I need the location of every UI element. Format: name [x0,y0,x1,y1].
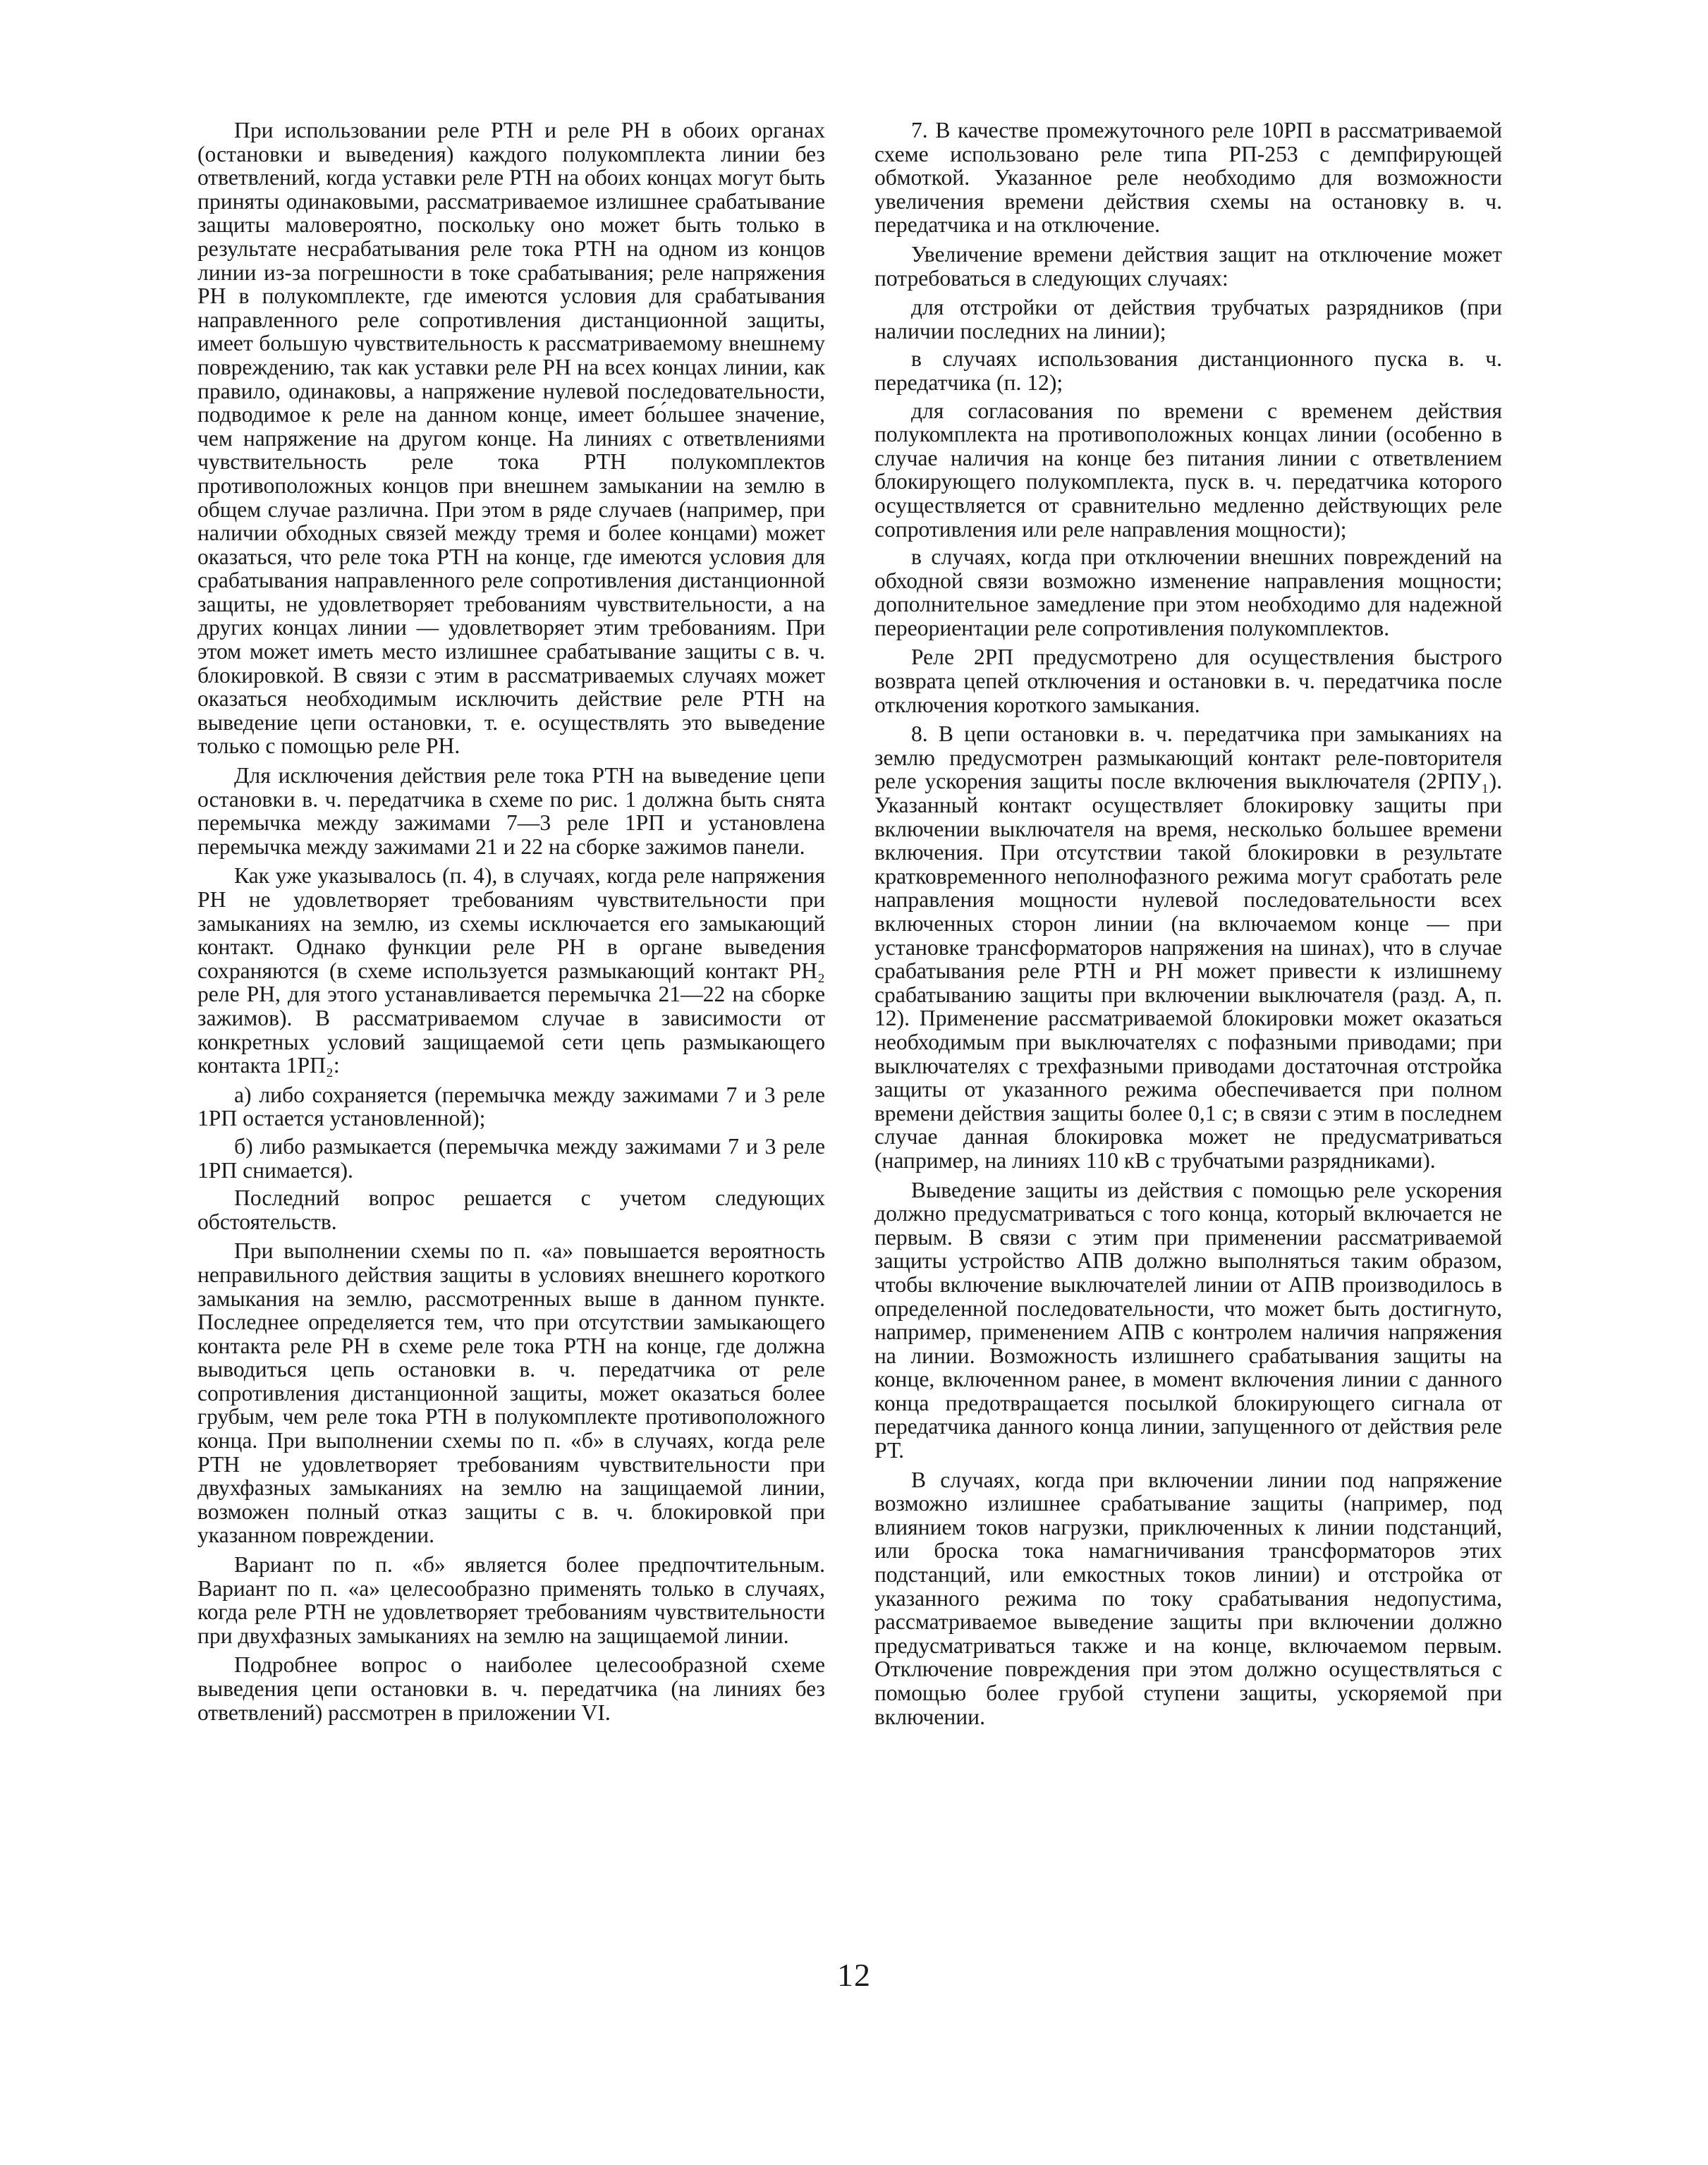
paragraph-circumstances: Последний вопрос решается с учетом следующих обстоятельств. [197,1185,825,1234]
paragraph-item-7: 7. В качестве промежуточного реле 10РП в рассматриваемой схеме использовано реле типа РП-253 с демпфирующей обмоткой. Указанное реле необходимо для возможности увеличения времени действия схемы на остановку в. ч. передатчика и на отключение. [874,118,1502,238]
paragraph-scheme-a-b: При выполнении схемы по п. «а» повышается вероятность неправильного действия защиты в условиях внешнего короткого замыкания на землю, рассмотренных выше в данном пункте. Последнее определяется тем, что при отсутствии замыкающего контакта реле РН в схеме реле тока РТН на конце, где должна выводиться цепь остановки в. ч. передатчика от реле сопротивления дистанционной защиты, может оказаться более грубым, чем реле тока РТН в полукомплекте противоположного конца. При выполнении схемы по п. «б» в случаях, когда реле РТН не удовлетворяет требованиям чувствительности при двухфазных замыканиях на землю на защищаемой линии, возможен полный отказ защиты с в. ч. блокировкой при указанном повреждении. [197,1238,825,1548]
paragraph-appendix-ref: Подробнее вопрос о наиболее целесообразной схеме выведения цепи остановки в. ч. передатчика (на линиях без ответвлений) рассмотрен в приложении VI. [197,1652,825,1725]
list-item-arresters: для отстройки от действия трубчатых разрядников (при наличии последних на линии); [874,295,1502,343]
paragraph-energizing-line: В случаях, когда при включении линии под напряжение возможно излишнее срабатывание защиты (например, под влиянием токов нагрузки, приключенных к линии подстанций, или броска тока намагничивания трансформаторов этих подстанций, или емкостных токов линии) и отстройка от указанного режима по току срабатывания недопустима, рассматриваемое выведение защиты при включении должно предусматриваться также и на конце, включаемом первым. Отключение повреждения при этом должно осуществляться с помощью более грубой ступени защиты, ускоряемой при включении. [874,1467,1502,1729]
left-column [197,118,825,1730]
paragraph-option-preference: Вариант по п. «б» является более предпочтительным. Вариант по п. «а» целесообразно применять только в случаях, когда реле РТН не удовлетворяет требованиям чувствительности при двухфазных замыканиях на землю на защищаемой линии. [197,1552,825,1648]
paragraph-option-b: б) либо размыкается (перемычка между зажимами 7 и 3 реле 1РП снимается). [197,1133,825,1183]
paragraph-rtn-exclusion: Для исключения действия реле тока РТН на выведение цепи остановки в. ч. передатчика в схеме по рис. 1 должна быть снята перемычка между зажимами 7—3 реле 1РП и установлена перемычка между зажимами 21 и 22 на сборке зажимов панели. [197,763,825,859]
paragraph-acceleration-relay: Выведение защиты из действия с помощью реле ускорения должно предусматриваться с того конца, который включается не первым. В связи с этим при применении рассматриваемой защиты устройство АПВ должно выполняться таким образом, чтобы включение выключателей линии от АПВ производилось в определенной последовательности, что может быть достигнуто, например, применением АПВ с контролем наличия напряжения на линии. Возможность излишнего срабатывания защиты на конце, включенном ранее, в момент включения линии с данного конца предотвращается посылкой блокирующего сигнала от передатчика данного конца линии, запущенного от действия реле РТ. [874,1177,1502,1463]
right-column [874,118,1502,1734]
paragraph-time-increase: Увеличение времени действия защит на отключение может потребоваться в следующих случаях: [874,241,1502,291]
list-item-remote-start: в случаях использования дистанционного пуска в. ч. передатчика (п. 12); [874,346,1502,395]
paragraph-item-8: 8. В цепи остановки в. ч. передатчика при замыканиях на землю предусмотрен размыкающий контакт реле-повторителя реле ускорения защиты после включения выключателя (2РПУ₁). Указанный контакт осуществляет блокировку защиты при включении выключателя на время, несколько большее времени включения. При отсутствии такой блокировки в результате кратковременного неполнофазного режима могут сработать реле направления мощности нулевой последовательности всех включенных сторон линии (на включаемом конце — при установке трансформаторов напряжения на шинах), что в случае срабатывания реле РТН и РН может привести к излишнему срабатыванию защиты при включении выключателя (разд. А, п. 12). Применение рассматриваемой блокировки может оказаться необходимым при выключателях с пофазными приводами; при выключателях с трехфазными приводами достаточная отстройка защиты от указанного режима обеспечивается при полном времени действия защиты более 0,1 с; в связи с этим в последнем случае данная блокировка может не предусматриваться (например, на линиях 110 кВ с трубчатыми разрядниками). [874,721,1502,1173]
paragraph-rtn-rn-usage: При использовании реле РТН и реле РН в обоих органах (остановки и выведения) каждого полукомплекта линии без ответвлений, когда уставки реле РТН на обоих концах могут быть приняты одинаковыми, рассматриваемое излишнее срабатывание защиты маловероятно, поскольку оно может быть только в результате несрабатывания реле тока РТН на одном из концов линии из-за погрешности в токе срабатывания; реле напряжения РН в полукомплекте, где имеются условия для срабатывания направленного реле сопротивления дистанционной защиты, имеет большую чувствительность к рассматриваемому внешнему повреждению, так как уставки реле РН на всех концах линии, как правило, одинаковы, а напряжение нулевой последовательности, подводимое к реле на данном конце, имеет бо́льшее значение, чем напряжение на другом конце. На линиях с ответвлениями чувствительность реле тока РТН полукомплектов противоположных концов при внешнем замыкании на землю в общем случае различна. При этом в ряде случаев (например, при наличии обходных связей между тремя и более концами) может оказаться, что реле тока РТН на конце, где имеются условия для срабатывания направленного реле сопротивления дистанционной защиты, не удовлетворяет требованиям чувствительности, а на других концах линии — удовлетворяет этим требованиям. При этом может иметь место излишнее срабатывание защиты с в. ч. блокировкой. В связи с этим в рассматриваемых случаях может оказаться необходимым исключить действие реле РТН на выведение цепи остановки, т. е. осуществлять это выведение только с помощью реле РН. [197,118,826,759]
paragraph-option-a: а) либо сохраняется (перемычка между зажимами 7 и 3 реле 1РП остается установленной); [197,1082,825,1131]
list-item-time-coordination: для согласования по времени с временем действия полукомплекта на противоположных концах линии (особенно в случае наличия на конце без питания линии с ответвлением блокирующего полукомплекта, пуск в. ч. передатчика которого осуществляется от сравнительно медленно действующих реле сопротивления или реле направления мощности); [874,398,1502,542]
list-item-power-direction: в случаях, когда при отключении внешних повреждений на обходной связи возможно изменение направления мощности; дополнительное замедление при этом необходимо для надежной переориентации реле сопротивления полукомплектов. [874,544,1502,640]
page-number: 12 [837,1957,871,1993]
paragraph-rn-sensitivity: Как уже указывалось (п. 4), в случаях, когда реле напряжения РН не удовлетворяет требованиям чувствительности при замыканиях на землю, из схемы исключается его замыкающий контакт. Однако функции реле РН в органе выведения сохраняются (в схеме используется размыкающий контакт РН₂ реле РН, для этого устанавливается перемычка 21—22 на сборке зажимов). В рассматриваемом случае в зависимости от конкретных условий защищаемой сети цепь размыкающего контакта 1РП₂: [197,863,825,1078]
paragraph-relay-2rp: Реле 2РП предусмотрено для осуществления быстрого возврата цепей отключения и остановки в. ч. передатчика после отключения короткого замыкания. [874,645,1502,717]
